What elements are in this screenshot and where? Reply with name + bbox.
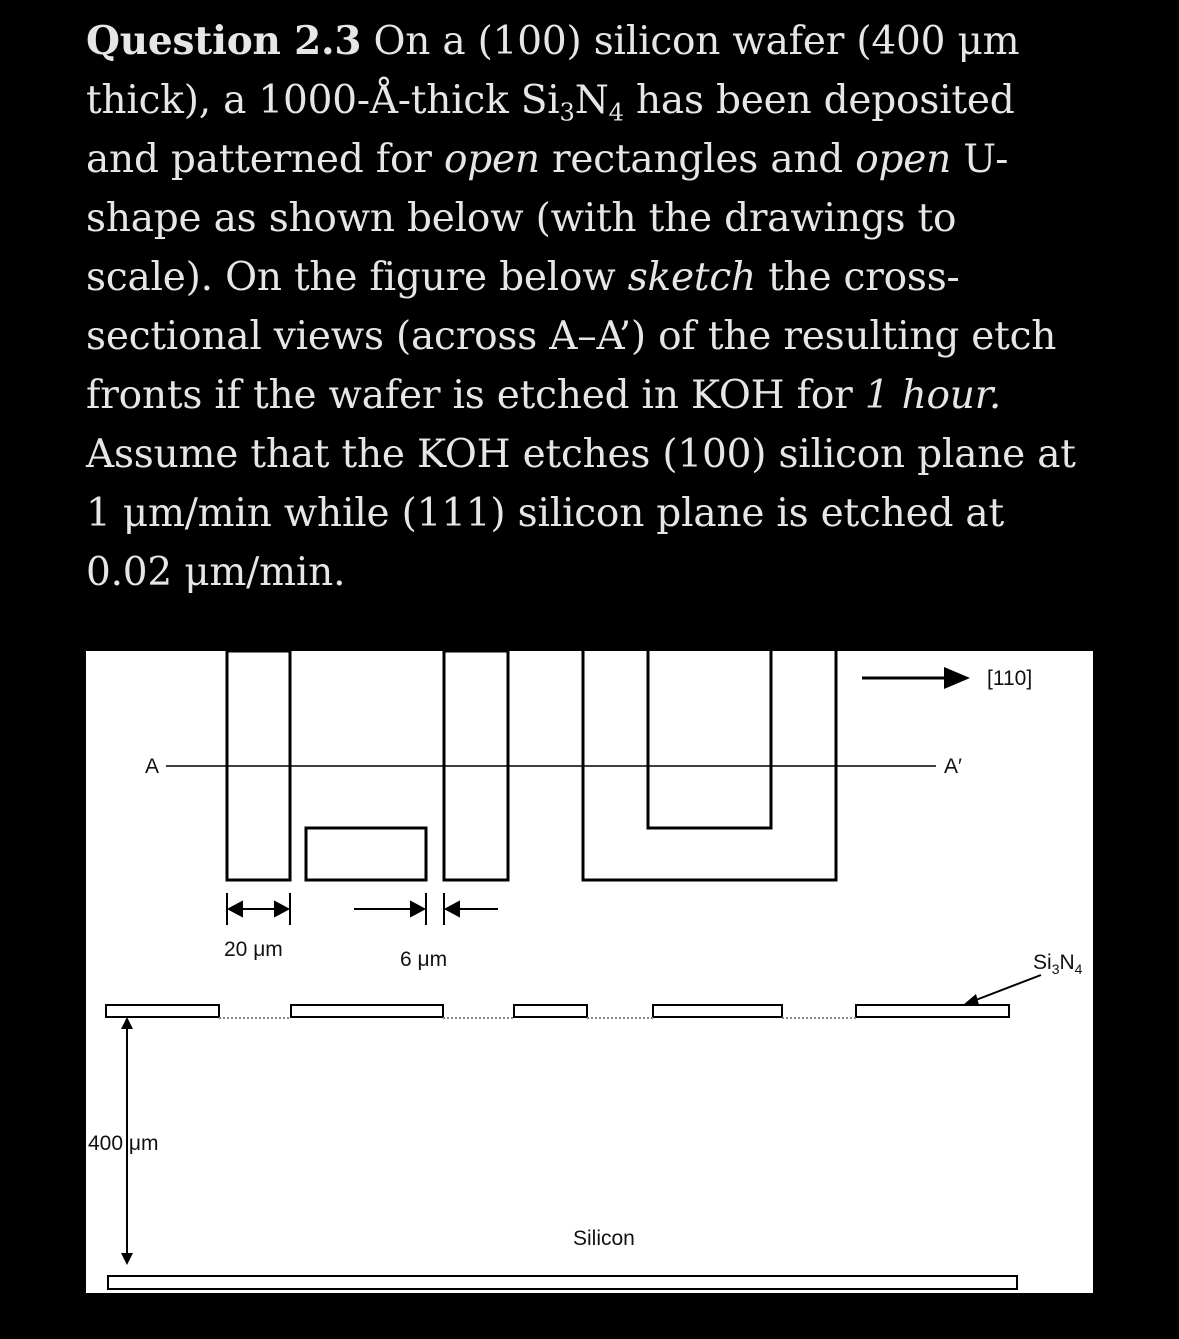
nitride-label: $Si_3N_4$ [1033, 951, 1083, 977]
label-a-prime: A′ [944, 755, 962, 778]
bottom-nitride [108, 1276, 1017, 1289]
direction-label: [110] [987, 667, 1033, 690]
opening-rect-2 [306, 828, 426, 880]
nitride-leader [968, 975, 1041, 1003]
figure [86, 651, 1093, 1293]
question-part: Assume that the KOH etches (100) silicon plane at 1 μm/min while (111) silicon plane is etched at 0.02 μm/min. [86, 432, 1076, 595]
nitride-segment [653, 1005, 782, 1017]
emphasis: sketch [627, 255, 756, 300]
dimension-6 [354, 893, 498, 925]
thickness-arrow-bottom-icon [121, 1253, 133, 1265]
dimension-20-label: 20 μm [224, 938, 283, 961]
thickness-arrow-top-icon [121, 1017, 133, 1029]
question-number: Question 2.3 [86, 18, 362, 64]
emphasis: open [855, 137, 952, 182]
nitride-segment [514, 1005, 587, 1017]
silicon-label: Silicon [573, 1227, 635, 1250]
subscript: 4 [608, 98, 624, 127]
dimension-6-label: 6 μm [400, 948, 448, 971]
question-part: rectangles and [539, 137, 856, 182]
subscript: 3 [559, 98, 575, 127]
dimension-20 [227, 893, 290, 925]
arrow-head-icon [944, 667, 970, 689]
nitride-segment [106, 1005, 219, 1017]
question-part: the cross-sectional views (across A–A’) of the resulting etch fronts if the wafer is etched in KOH for [86, 255, 1057, 418]
question-text [86, 12, 1086, 602]
question-part: N [574, 78, 609, 123]
nitride-mask [106, 1005, 1009, 1017]
nitride-segment [291, 1005, 443, 1017]
leader-arrow-icon [963, 994, 979, 1005]
question-part: U-shape as shown below (with the drawings to scale). On the figure below [86, 137, 1009, 300]
question-part: On a (100) silicon wafer (400 μm thick), a 1000-Å-thick Si [86, 19, 1020, 123]
figure-drawing [86, 651, 1093, 1293]
label-a: A [145, 755, 160, 778]
nitride-segment [856, 1005, 1009, 1017]
emphasis: open [443, 137, 540, 182]
question-part: has been deposited and patterned for [86, 78, 1015, 182]
thickness-label: 400 μm [88, 1132, 159, 1155]
emphasis: 1 hour. [864, 373, 1002, 418]
